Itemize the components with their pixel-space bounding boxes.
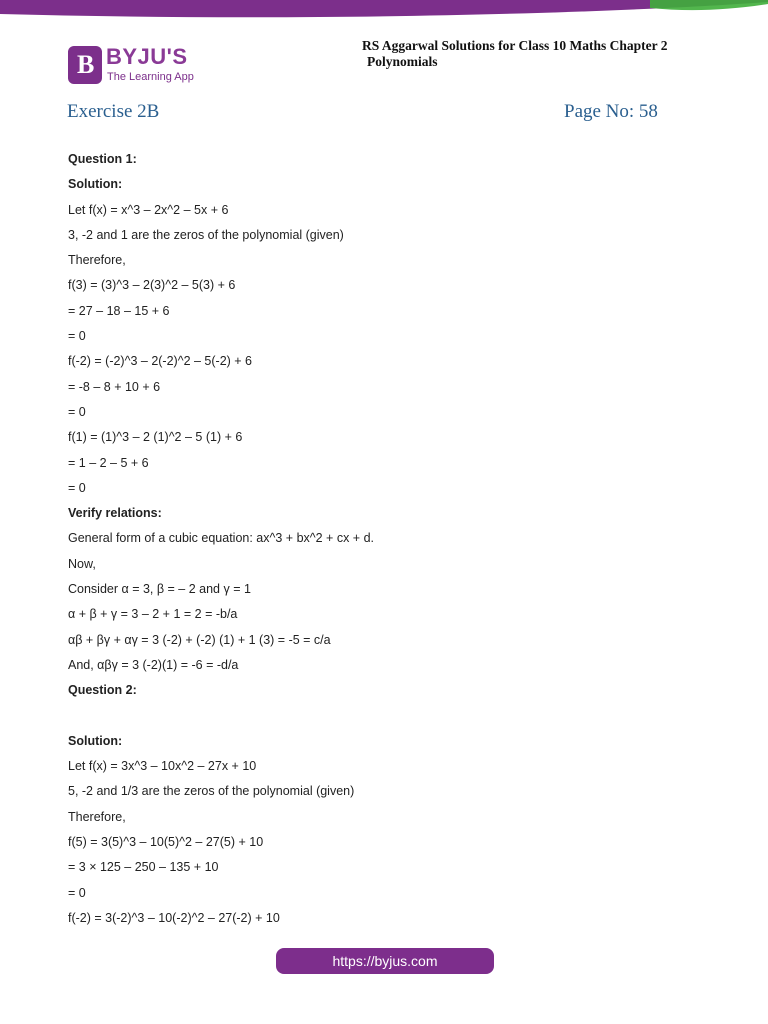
logo-mark-icon [68, 46, 102, 84]
content-line: Consider α = 3, β = – 2 and γ = 1 [68, 582, 251, 597]
logo-letter: B [77, 50, 95, 79]
document-title-line2: Polynomials [367, 54, 438, 69]
content-line: f(3) = (3)^3 – 2(3)^2 – 5(3) + 6 [68, 278, 236, 293]
section-heading: Question 2: [68, 683, 137, 698]
content-line: = -8 – 8 + 10 + 6 [68, 379, 161, 394]
content-line: = 3 × 125 – 250 – 135 + 10 [68, 860, 219, 875]
content-line: = 0 [68, 329, 86, 344]
content-line: Let f(x) = x^3 – 2x^2 – 5x + 6 [68, 202, 229, 217]
content-line [68, 704, 708, 729]
section-heading: Solution: [68, 733, 123, 748]
content-line: f(1) = (1)^3 – 2 (1)^2 – 5 (1) + 6 [68, 430, 243, 445]
content-line: Let f(x) = 3x^3 – 10x^2 – 27x + 10 [68, 759, 257, 774]
content-line: And, αβγ = 3 (-2)(1) = -6 = -d/a [68, 657, 239, 672]
content-line: f(-2) = (-2)^3 – 2(-2)^2 – 5(-2) + 6 [68, 354, 253, 369]
content-line: = 1 – 2 – 5 + 6 [68, 455, 149, 470]
content-line: 3, -2 and 1 are the zeros of the polynomial (given) [68, 227, 344, 242]
content-line: αβ + βγ + αγ = 3 (-2) + (-2) (1) + 1 (3) = -5 = c/a [68, 632, 331, 647]
solution-content [68, 147, 708, 931]
content-line: General form of a cubic equation: ax^3 + bx^2 + cx + d. [68, 531, 374, 546]
banner-green-accent [650, 0, 768, 10]
content-line: Now, [68, 556, 96, 571]
content-line: = 27 – 18 – 15 + 6 [68, 303, 170, 318]
footer-url-link[interactable]: https://byjus.com [276, 948, 494, 974]
document-title-line1: RS Aggarwal Solutions for Class 10 Maths Chapter 2 [362, 38, 668, 53]
top-banner [0, 0, 768, 20]
section-heading: Question 1: [68, 152, 137, 166]
logo-brand-name: BYJU'S [106, 44, 188, 69]
section-heading: Solution: [68, 177, 123, 192]
content-line: = 0 [68, 885, 86, 900]
content-line: Therefore, [68, 253, 126, 268]
exercise-heading: Exercise 2B [67, 101, 160, 122]
byjus-logo [68, 44, 208, 88]
content-line: 5, -2 and 1/3 are the zeros of the polynomial (given) [68, 784, 355, 799]
content-line: f(5) = 3(5)^3 – 10(5)^2 – 27(5) + 10 [68, 835, 264, 850]
document-title [362, 38, 702, 70]
content-line: α + β + γ = 3 – 2 + 1 = 2 = -b/a [68, 607, 238, 622]
section-heading: Verify relations: [68, 506, 162, 521]
logo-tagline: The Learning App [107, 71, 194, 83]
content-line: = 0 [68, 480, 86, 495]
content-line: = 0 [68, 404, 86, 419]
content-line: Therefore, [68, 809, 126, 824]
content-line: f(-2) = 3(-2)^3 – 10(-2)^2 – 27(-2) + 10 [68, 910, 280, 925]
page-number: Page No: 58 [564, 101, 658, 122]
